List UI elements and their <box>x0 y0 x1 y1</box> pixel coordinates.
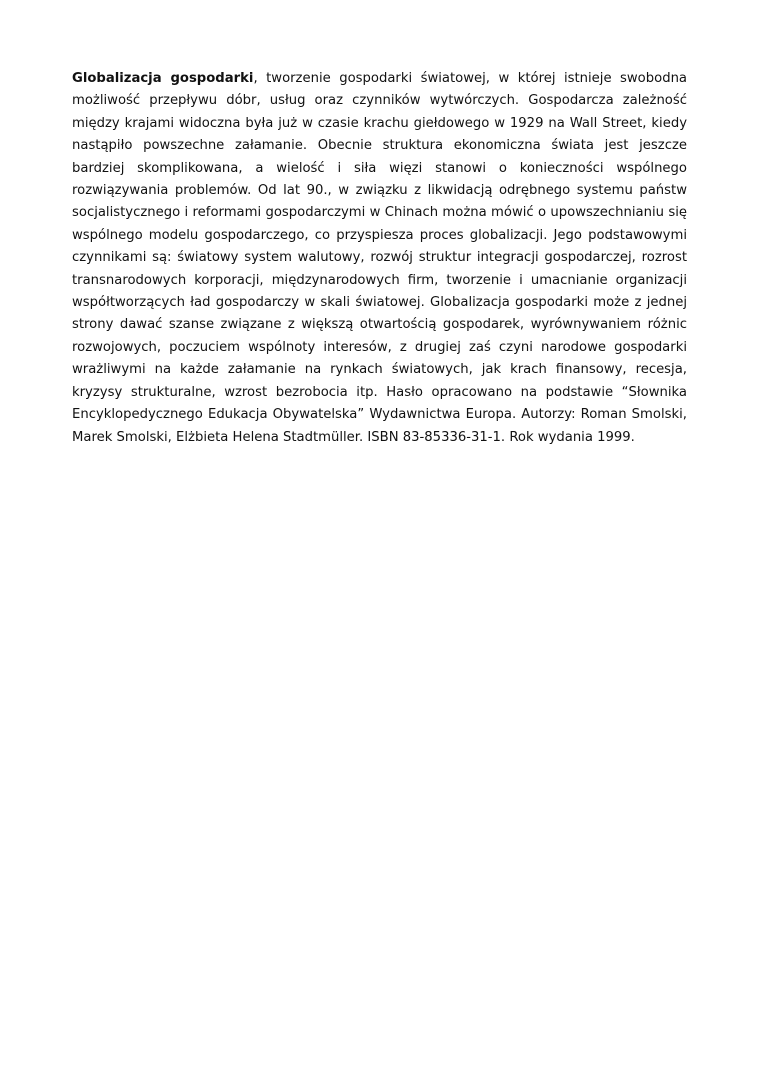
encyclopedia-entry <box>72 68 687 449</box>
entry-term: Globalizacja gospodarki <box>72 71 254 86</box>
document-content <box>72 68 687 449</box>
entry-body: , tworzenie gospodarki światowej, w której istnieje swobodna możliwość przepływu dóbr, usług oraz czynników wytwórczych. Gospodarcza zależność między krajami widoczna była już w czasie krachu giełdowego w 1929 na Wall Street, kiedy nastąpiło powszechne załamanie. Obecnie struktura ekonomiczna świata jest jeszcze bardziej skomplikowana, a wielość i siła więzi stanowi o konieczności wspólnego rozwiązywania problemów. Od lat 90., w związku z likwidacją odrębnego systemu państw socjalistycznego i reformami gospodarczymi w Chinach można mówić o upowszechnianiu się wspólnego modelu gospodarczego, co przyspiesza proces globalizacji. Jego podstawowymi czynnikami są: światowy system walutowy, rozwój struktur integracji gospodarczej, rozrost transnarodowych korporacji, międzynarodowych firm, tworzenie i umacnianie organizacji współtworzących ład gospodarczy w skali światowej. Globalizacja gospodarki może z jednej strony dawać szanse związane z większą otwartością gospodarek, wyrównywaniem różnic rozwojowych, poczuciem wspólnoty interesów, z drugiej zaś czyni narodowe gospodarki wrażliwymi na każde załamanie na rynkach światowych, jak krach finansowy, recesja, kryzysy strukturalne, wzrost bezrobocia itp. Hasło opracowano na podstawie “Słownika Encyklopedycznego Edukacja Obywatelska” Wydawnictwa Europa. Autorzy: Roman Smolski, Marek Smolski, Elżbieta Helena Stadtmüller. ISBN 83-85336-31-1. Rok wydania 1999. <box>72 71 688 445</box>
